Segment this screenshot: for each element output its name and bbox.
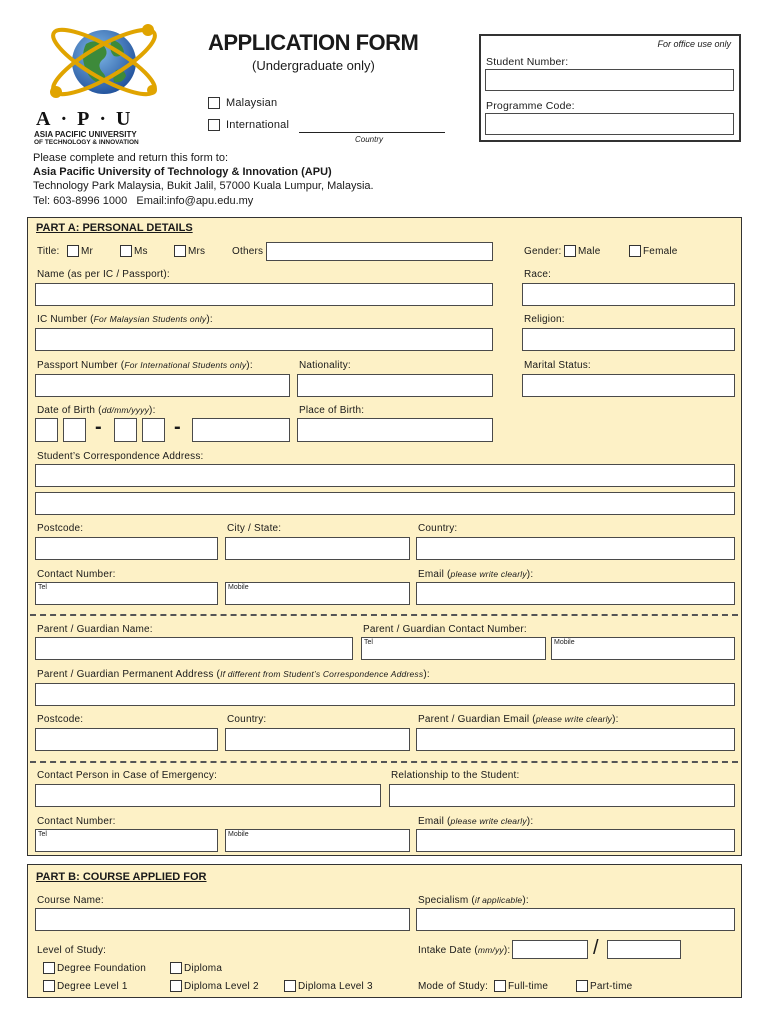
religion-label: Religion: <box>524 314 565 325</box>
guardian-contact-label: Parent / Guardian Contact Number: <box>363 624 527 635</box>
course-input[interactable] <box>35 908 410 931</box>
guardian-tel-hint: Tel <box>364 639 373 646</box>
parttime-checkbox[interactable] <box>576 980 588 992</box>
dob-year[interactable] <box>192 418 290 442</box>
dob-day2[interactable] <box>63 418 86 442</box>
email-label: Email (please write clearly): <box>418 569 534 580</box>
apu-logo <box>28 14 178 144</box>
logo-line1: ASIA PACIFIC UNIVERSITY <box>34 130 137 139</box>
race-label: Race: <box>524 269 552 280</box>
specialism-label: Specialism (if applicable): <box>418 895 529 906</box>
emergency-mobile-hint: Mobile <box>228 831 249 838</box>
address-input-line2[interactable] <box>35 492 735 515</box>
diploma-checkbox[interactable] <box>170 962 182 974</box>
name-label: Name (as per IC / Passport): <box>37 269 170 280</box>
fulltime-label: Full-time <box>508 981 549 992</box>
degree-level1-checkbox[interactable] <box>43 980 55 992</box>
tel-hint: Tel <box>38 584 47 591</box>
mode-label: Mode of Study: <box>418 981 489 992</box>
country-caption: Country <box>355 135 384 144</box>
gender-label: Gender: <box>524 246 562 257</box>
nationality-input[interactable] <box>297 374 493 397</box>
parttime-label: Part-time <box>590 981 633 992</box>
intake-year-input[interactable] <box>607 940 681 959</box>
pob-label: Place of Birth: <box>299 405 365 416</box>
guardian-postcode-label: Postcode: <box>37 714 84 725</box>
marital-label: Marital Status: <box>524 360 591 371</box>
emergency-tel-input[interactable] <box>35 829 218 852</box>
guardian-email-label: Parent / Guardian Email (please write clearly): <box>418 714 619 725</box>
emergency-email-label: Email (please write clearly): <box>418 816 534 827</box>
dob-dash1: - <box>95 416 102 438</box>
intake-label: Intake Date (mm/yy): <box>418 945 511 956</box>
programme-code-label: Programme Code: <box>486 100 575 112</box>
male-checkbox[interactable] <box>564 245 576 257</box>
student-number-label: Student Number: <box>486 56 569 68</box>
ic-input[interactable] <box>35 328 493 351</box>
marital-input[interactable] <box>522 374 735 397</box>
mrs-label: Mrs <box>188 246 206 257</box>
country-input[interactable] <box>416 537 735 560</box>
diploma-level2-label: Diploma Level 2 <box>184 981 259 992</box>
female-label: Female <box>643 246 678 257</box>
degree-foundation-checkbox[interactable] <box>43 962 55 974</box>
mobile-hint: Mobile <box>228 584 249 591</box>
degree-level1-label: Degree Level 1 <box>57 981 128 992</box>
international-checkbox[interactable] <box>208 119 220 131</box>
male-label: Male <box>578 246 601 257</box>
malaysian-checkbox[interactable] <box>208 97 220 109</box>
emergency-contact-label: Contact Number: <box>37 816 116 827</box>
instructions-line2: Asia Pacific University of Technology & Innovation (APU) <box>33 166 332 178</box>
ic-label: IC Number (For Malaysian Students only): <box>37 314 213 325</box>
logo-line2: OF TECHNOLOGY & INNOVATION <box>34 139 139 146</box>
relationship-label: Relationship to the Student: <box>391 770 520 781</box>
city-label: City / State: <box>227 523 282 534</box>
title-label: Title: <box>37 246 60 257</box>
emergency-mobile-input[interactable] <box>225 829 410 852</box>
relationship-input[interactable] <box>389 784 735 807</box>
others-input[interactable] <box>266 242 493 261</box>
race-input[interactable] <box>522 283 735 306</box>
ms-label: Ms <box>134 246 148 257</box>
others-label: Others <box>232 246 264 257</box>
diploma-label: Diploma <box>184 963 223 974</box>
ms-checkbox[interactable] <box>120 245 132 257</box>
intake-month-input[interactable] <box>512 940 588 959</box>
guardian-tel-input[interactable] <box>361 637 546 660</box>
intake-slash: / <box>593 937 599 959</box>
dob-month1[interactable] <box>114 418 137 442</box>
contact-label: Contact Number: <box>37 569 116 580</box>
office-caption: For office use only <box>657 39 731 49</box>
part-b-title: PART B: COURSE APPLIED FOR <box>36 871 207 883</box>
programme-code-input[interactable] <box>485 113 734 135</box>
instructions-line4: Tel: 603-8996 1000 Email:info@apu.edu.my <box>33 195 254 207</box>
name-input[interactable] <box>35 283 493 306</box>
divider-2 <box>30 761 738 763</box>
female-checkbox[interactable] <box>629 245 641 257</box>
passport-input[interactable] <box>35 374 290 397</box>
country-label: Country: <box>418 523 458 534</box>
dob-dash2: - <box>174 416 181 438</box>
emergency-email-input[interactable] <box>416 829 735 852</box>
dob-month2[interactable] <box>142 418 165 442</box>
diploma-level3-label: Diploma Level 3 <box>298 981 373 992</box>
guardian-name-input[interactable] <box>35 637 353 660</box>
country-line[interactable] <box>299 132 445 133</box>
guardian-country-label: Country: <box>227 714 267 725</box>
guardian-mobile-hint: Mobile <box>554 639 575 646</box>
fulltime-checkbox[interactable] <box>494 980 506 992</box>
postcode-input[interactable] <box>35 537 218 560</box>
diploma-level2-checkbox[interactable] <box>170 980 182 992</box>
dob-label: Date of Birth (dd/mm/yyyy): <box>37 405 156 416</box>
logo-letters: A·P·U <box>36 108 141 130</box>
mrs-checkbox[interactable] <box>174 245 186 257</box>
address-label: Student’s Correspondence Address: <box>37 451 204 462</box>
guardian-country-input[interactable] <box>225 728 410 751</box>
international-label: International <box>226 119 290 131</box>
part-a-title: PART A: PERSONAL DETAILS <box>36 222 193 234</box>
guardian-address-label: Parent / Guardian Permanent Address (If different from Student’s Correspondence Address): <box>37 669 430 680</box>
malaysian-label: Malaysian <box>226 97 278 109</box>
email-input[interactable] <box>416 582 735 605</box>
emergency-input[interactable] <box>35 784 381 807</box>
form-title: APPLICATION FORM <box>208 30 419 55</box>
emergency-tel-hint: Tel <box>38 831 47 838</box>
religion-input[interactable] <box>522 328 735 351</box>
tel-input[interactable] <box>35 582 218 605</box>
mr-checkbox[interactable] <box>67 245 79 257</box>
guardian-postcode-input[interactable] <box>35 728 218 751</box>
pob-input[interactable] <box>297 418 493 442</box>
guardian-email-input[interactable] <box>416 728 735 751</box>
student-number-input[interactable] <box>485 69 734 91</box>
specialism-input[interactable] <box>416 908 735 931</box>
instructions-line3: Technology Park Malaysia, Bukit Jalil, 57000 Kuala Lumpur, Malaysia. <box>33 180 374 192</box>
form-subtitle: (Undergraduate only) <box>252 58 375 73</box>
postcode-label: Postcode: <box>37 523 84 534</box>
mobile-input[interactable] <box>225 582 410 605</box>
part-b-section <box>27 864 742 998</box>
dob-day1[interactable] <box>35 418 58 442</box>
office-use-panel <box>479 34 741 142</box>
guardian-mobile-input[interactable] <box>551 637 735 660</box>
diploma-level3-checkbox[interactable] <box>284 980 296 992</box>
divider-1 <box>30 614 738 616</box>
guardian-address-input[interactable] <box>35 683 735 706</box>
passport-label: Passport Number (For International Students only): <box>37 360 253 371</box>
degree-foundation-label: Degree Foundation <box>57 963 147 974</box>
course-label: Course Name: <box>37 895 104 906</box>
globe-atom-icon <box>28 14 178 110</box>
emergency-label: Contact Person in Case of Emergency: <box>37 770 218 781</box>
guardian-name-label: Parent / Guardian Name: <box>37 624 153 635</box>
city-input[interactable] <box>225 537 410 560</box>
address-input-line1[interactable] <box>35 464 735 487</box>
nationality-label: Nationality: <box>299 360 351 371</box>
instructions-line1: Please complete and return this form to: <box>33 152 229 164</box>
mr-label: Mr <box>81 246 94 257</box>
level-label: Level of Study: <box>37 945 107 956</box>
